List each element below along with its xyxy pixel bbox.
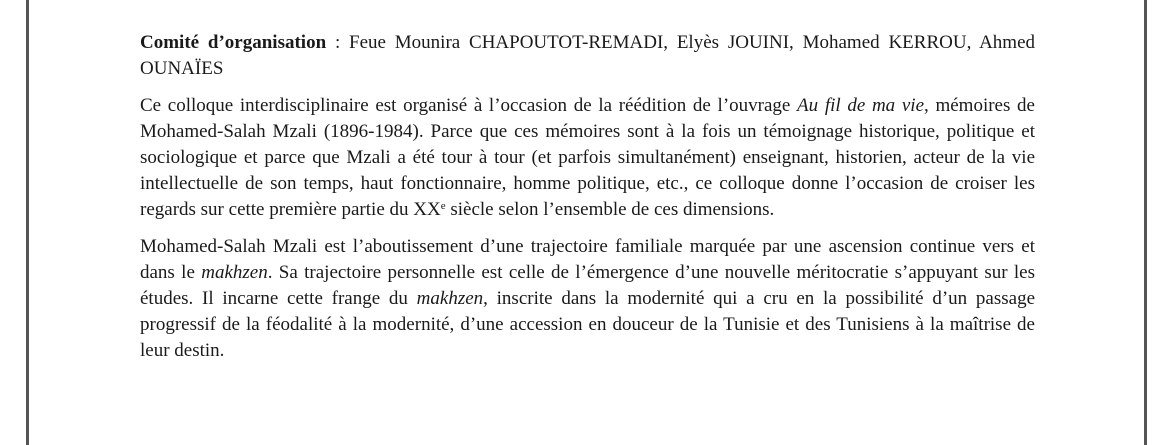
committee-separator: : <box>326 32 350 53</box>
committee-label: Comité d’organisation <box>140 32 327 53</box>
paragraph1-text-2: , mémoires de Mohamed-Salah Mzali (1896-1984). Parce que ces mémoires sont à la fois un témoignage historique, politique et sociologique et parce que Mzali a été tour à tour (et parfois simultanément) enseignant, historien, acteur de la vie intellectuelle de son temps, haut fonctionnaire, homme politique, etc., ce colloque donne l’occasion de croiser les regards sur cette première partie du XX <box>140 95 1035 220</box>
paragraph1-text-3: siècle selon l’ensemble de ces dimensions. <box>445 199 775 220</box>
term-makhzen: makhzen <box>201 262 268 283</box>
term-makhzen: makhzen <box>416 288 484 309</box>
paragraph1-text-1: Ce colloque interdisciplinaire est organisé à l’occasion de la réédition de l’ouvrage <box>140 95 798 116</box>
page-frame-right-border <box>1144 0 1147 445</box>
organizing-committee <box>140 30 1035 82</box>
paragraph2-text-2: . Sa trajectoire personnelle est celle de l’émergence d’une nouvelle méritocratie s’appuyant sur les études. Il incarne cette frange du <box>140 262 1035 309</box>
document-body <box>140 30 1035 375</box>
committee-members: Feue Mounira CHAPOUTOT-REMADI, Elyès JOUINI, Mohamed KERROU, Ahmed OUNAÏES <box>140 32 1036 79</box>
page-frame-left-border <box>26 0 29 445</box>
paragraph2-text-1: Mohamed-Salah Mzali est l’aboutissement d’une trajectoire familiale marquée par une ascension continue vers et dans le <box>140 236 1035 283</box>
century-superscript: e <box>440 200 446 212</box>
paragraph-colloquium-intro <box>140 93 1035 223</box>
paragraph-mzali-trajectory <box>140 234 1035 364</box>
paragraph2-text-3: , inscrite dans la modernité qui a cru en la possibilité d’un passage progressif de la féodalité à la modernité, d’une accession en douceur de la Tunisie et des Tunisiens à la maîtrise de leur destin. <box>140 288 1036 361</box>
book-title: Au fil de ma vie <box>797 95 925 116</box>
